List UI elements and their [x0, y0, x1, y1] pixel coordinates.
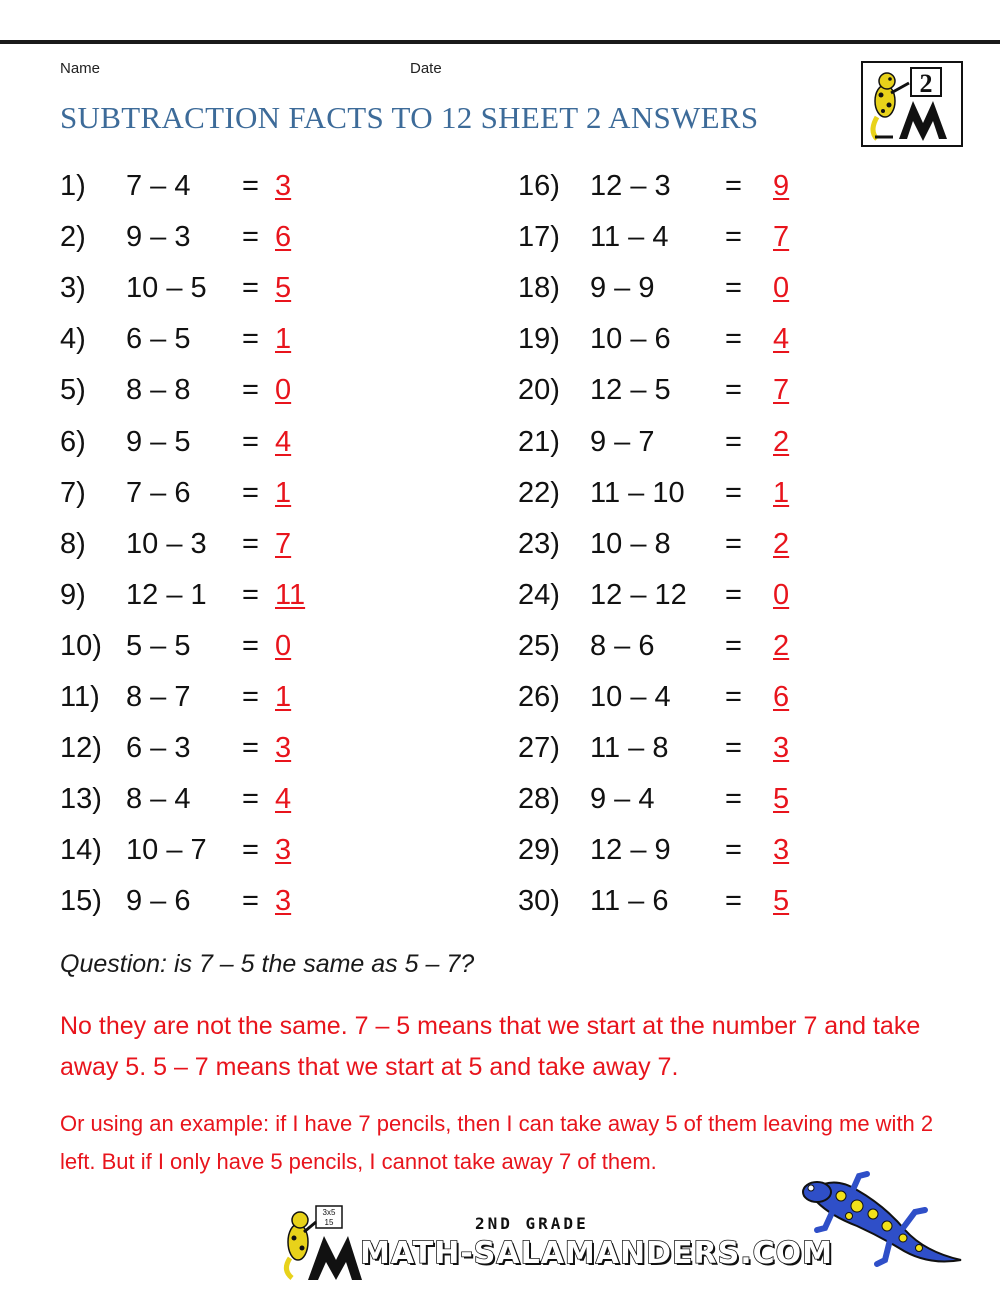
answer-example: Or using an example: if I have 7 pencils, then I can take away 5 of them leaving me with 2 left. But if I only have 5 pencils, I cannot take away 7 of them. [60, 1111, 934, 1174]
problem-expression: 7 – 6 [126, 476, 191, 509]
equals-sign: = [725, 578, 742, 611]
problem-expression: 9 – 3 [126, 221, 191, 254]
problem-expression: 6 – 5 [126, 323, 191, 356]
answer-value: 4 [773, 323, 790, 356]
problem-expression: 9 – 6 [126, 885, 191, 918]
problem-number: 29) [518, 834, 560, 867]
answer-value: 2 [773, 425, 790, 458]
answer-value: 6 [275, 221, 292, 254]
problem-expression: 12 – 5 [590, 374, 671, 407]
problem-number: 4) [60, 323, 86, 356]
equals-sign: = [242, 629, 259, 662]
equals-sign: = [725, 272, 742, 305]
equals-sign: = [242, 170, 259, 202]
equals-sign: = [242, 578, 259, 611]
equals-sign: = [725, 476, 742, 509]
answer-value: 9 [773, 170, 790, 202]
answer-value: 3 [275, 732, 292, 765]
problem-number: 7) [60, 476, 86, 509]
problem-number: 6) [60, 425, 86, 458]
problem-expression: 11 – 8 [590, 732, 669, 765]
problem-expression: 10 – 5 [126, 272, 207, 305]
answer-value: 1 [275, 323, 292, 356]
problem-number: 22) [518, 476, 560, 509]
problem-number: 14) [60, 834, 102, 867]
problem-number: 21) [518, 425, 560, 458]
page-title: SUBTRACTION FACTS TO 12 SHEET 2 ANSWERS [60, 100, 759, 135]
problem-number: 5) [60, 374, 86, 407]
equals-sign: = [725, 629, 742, 662]
answer-value: 2 [773, 527, 790, 560]
brand-site-text: MATH-SALAMANDERS.COM [360, 1236, 833, 1271]
brand-grade-text: 2ND GRADE [475, 1214, 589, 1233]
equals-sign: = [725, 221, 742, 254]
answer-value: 7 [773, 374, 790, 407]
problem-expression: 10 – 7 [126, 834, 207, 867]
problem-expression: 7 – 4 [126, 170, 191, 202]
problem-expression: 8 – 8 [126, 374, 191, 407]
answer-value: 3 [275, 170, 292, 202]
problem-expression: 9 – 7 [590, 425, 655, 458]
problem-number: 18) [518, 272, 560, 305]
equals-sign: = [242, 885, 259, 918]
problem-expression: 11 – 4 [590, 221, 669, 254]
equals-sign: = [242, 834, 259, 867]
problem-number: 3) [60, 272, 86, 305]
problem-expression: 12 – 12 [590, 578, 687, 611]
problem-number: 17) [518, 221, 560, 254]
problem-expression: 9 – 4 [590, 783, 655, 816]
answer-value: 5 [773, 783, 790, 816]
answer-value: 7 [773, 221, 790, 254]
problem-number: 24) [518, 578, 560, 611]
problem-expression: 10 – 4 [590, 681, 671, 713]
answer-value: 3 [773, 834, 790, 867]
equals-sign: = [242, 476, 259, 509]
equals-sign: = [242, 425, 259, 458]
problem-expression: 10 – 3 [126, 527, 207, 560]
equals-sign: = [242, 374, 259, 407]
problem-number: 16) [518, 170, 560, 202]
equals-sign: = [725, 323, 742, 356]
problem-expression: 8 – 7 [126, 681, 191, 713]
equals-sign: = [725, 732, 742, 765]
answer-value: 1 [275, 476, 292, 509]
grade-2-logo [861, 61, 963, 147]
problem-number: 25) [518, 629, 560, 662]
equals-sign: = [725, 170, 742, 202]
answer-value: 5 [773, 885, 790, 918]
problem-expression: 11 – 10 [590, 476, 685, 509]
equals-sign: = [725, 681, 742, 713]
answer-value: 0 [773, 272, 790, 305]
answer-value: 0 [275, 374, 292, 407]
answer-value: 3 [275, 885, 292, 918]
problem-number: 1) [60, 170, 86, 202]
board-line-2: 15 [324, 1218, 334, 1227]
problem-expression: 9 – 5 [126, 425, 191, 458]
equals-sign: = [725, 527, 742, 560]
answer-value: 5 [275, 272, 292, 305]
equals-sign: = [242, 272, 259, 305]
answer-explanation: No they are not the same. 7 – 5 means that we start at the number 7 and take away 5. 5 – 7 means that we start at 5 and take away 7. [60, 1012, 921, 1081]
problem-number: 2) [60, 221, 86, 254]
problem-number: 13) [60, 783, 102, 816]
problem-expression: 12 – 9 [590, 834, 671, 867]
problem-number: 19) [518, 323, 560, 356]
equals-sign: = [242, 323, 259, 356]
problem-number: 20) [518, 374, 560, 407]
problem-number: 10) [60, 629, 102, 662]
problem-number: 28) [518, 783, 560, 816]
equals-sign: = [725, 834, 742, 867]
equals-sign: = [725, 885, 742, 918]
answer-value: 3 [773, 732, 790, 765]
equals-sign: = [242, 681, 259, 713]
problem-expression: 12 – 3 [590, 170, 671, 202]
equals-sign: = [725, 374, 742, 407]
problem-expression: 12 – 1 [126, 578, 207, 611]
problem-number: 15) [60, 885, 102, 918]
answer-value: 3 [275, 834, 292, 867]
problem-expression: 8 – 6 [590, 629, 655, 662]
equals-sign: = [242, 527, 259, 560]
top-rule [0, 40, 1000, 44]
answer-value: 7 [275, 527, 292, 560]
equals-sign: = [725, 425, 742, 458]
problem-number: 9) [60, 578, 86, 611]
answer-value: 0 [275, 629, 292, 662]
problem-number: 27) [518, 732, 560, 765]
answer-value: 1 [275, 681, 292, 713]
answer-value: 0 [773, 578, 790, 611]
equals-sign: = [242, 221, 259, 254]
problem-number: 26) [518, 681, 560, 713]
problem-expression: 8 – 4 [126, 783, 191, 816]
name-label: Name [60, 60, 101, 77]
answer-value: 2 [773, 629, 790, 662]
answer-value: 11 [275, 578, 306, 611]
problem-number: 23) [518, 527, 560, 560]
answer-value: 4 [275, 425, 292, 458]
problem-expression: 11 – 6 [590, 885, 669, 918]
problem-number: 11) [60, 681, 100, 713]
date-label: Date [410, 60, 442, 77]
answer-value: 4 [275, 783, 292, 816]
equals-sign: = [242, 732, 259, 765]
problem-expression: 6 – 3 [126, 732, 191, 765]
problem-expression: 10 – 8 [590, 527, 671, 560]
salamander-icon [795, 1168, 965, 1278]
problem-number: 8) [60, 527, 86, 560]
problem-number: 12) [60, 732, 102, 765]
problem-expression: 9 – 9 [590, 272, 655, 305]
equals-sign: = [725, 783, 742, 816]
problem-number: 30) [518, 885, 560, 918]
answer-value: 1 [773, 476, 790, 509]
grade-digit: 2 [919, 69, 933, 98]
problem-expression: 5 – 5 [126, 629, 191, 662]
question-text: Question: is 7 – 5 the same as 5 – 7? [60, 950, 475, 978]
board-line-1: 3x5 [322, 1208, 336, 1217]
problem-expression: 10 – 6 [590, 323, 671, 356]
equals-sign: = [242, 783, 259, 816]
answer-value: 6 [773, 681, 790, 713]
